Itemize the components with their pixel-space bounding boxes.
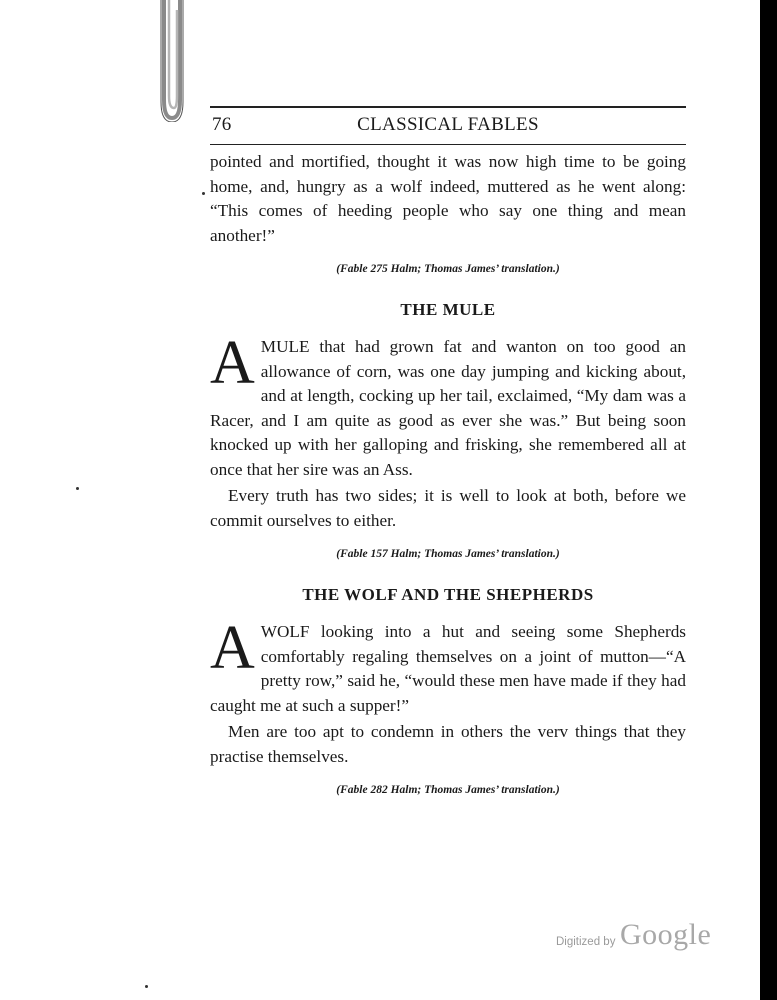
fable-mule-text: MULE that had grown fat and wanton on too good an allowance of corn, was one day jumping and kicking about, and at length, cocking up her tail, exclaimed, “My dam was a Racer, and I am quite as good as ever she was.” But being soon knocked up with her galloping and frisking, she remembered all at once that her sire was an Ass.: [210, 337, 686, 479]
book-page: [210, 106, 686, 798]
fable-wolf-body: [210, 614, 686, 718]
running-head: [210, 114, 686, 142]
header-rule-lower: [210, 144, 686, 145]
fable-mule-body: [210, 329, 686, 482]
fable-mule-moral: Every truth has two sides; it is well to look at both, before we commit ourselves to either.: [210, 486, 686, 530]
page-number: 76: [212, 114, 232, 135]
fable-wolf-text: WOLF looking into a hut and seeing some Shepherds comfortably regaling themselves on a joint of mutton—“A pretty row,” said he, “would these men have made if they had caught me at such a supper!”: [210, 622, 686, 715]
fable-wolf-citation: (Fable 282 Halm; Thomas James’ translation.): [336, 784, 560, 796]
fable-title-wolf: THE WOLF AND THE SHEPHERDS: [302, 585, 594, 604]
fable-mule-citation: (Fable 157 Halm; Thomas James’ translation.): [336, 548, 560, 560]
running-title: CLASSICAL FABLES: [357, 114, 539, 135]
intro-paragraph: pointed and mortified, thought it was now high time to be going home, and, hungry as a wolf indeed, muttered as he went along: “This comes of heeding people who say one thing and mean another!”: [210, 152, 686, 245]
google-logo: Google: [620, 918, 712, 951]
header-rule: [210, 106, 686, 108]
speck: [202, 192, 205, 195]
google-watermark: [556, 918, 716, 958]
drop-cap: A: [210, 329, 255, 397]
intro-citation: (Fable 275 Halm; Thomas James’ translation.): [336, 263, 560, 275]
fable-wolf-moral: Men are too apt to condemn in others the verv things that they practise themselves.: [210, 722, 686, 766]
speck: [76, 487, 79, 490]
watermark-prefix: Digitized by: [556, 936, 616, 948]
scan-edge: [760, 0, 777, 1000]
drop-cap: A: [210, 614, 255, 682]
fable-title-mule: THE MULE: [400, 300, 496, 319]
paper-clip-icon: [158, 0, 186, 122]
speck: [145, 985, 148, 988]
